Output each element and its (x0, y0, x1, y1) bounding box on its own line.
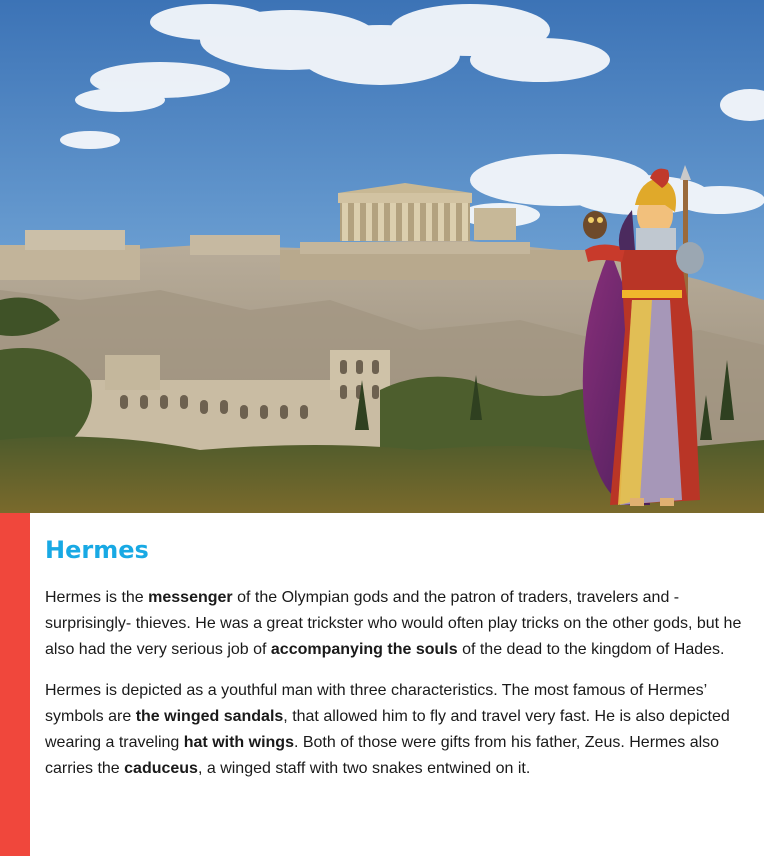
text-run: of the dead to the kingdom of Hades. (457, 641, 725, 658)
bold-phrase: accompanying the souls (270, 641, 458, 658)
text-run: . Both of those were gifts from his father, Zeus. Hermes also carries the (45, 734, 720, 777)
athena-illustration (583, 165, 704, 506)
article-section (0, 513, 764, 856)
text-run: Hermes is the (45, 589, 149, 606)
article-body (45, 535, 745, 797)
article-title: Hermes (45, 536, 149, 564)
text-run: of the Olympian gods and the patron of traders, travelers and -surprisingly- thieves. He was a great trickster who would often play tricks on the other gods, but he also had the very serious job of (45, 589, 742, 658)
article-paragraph (45, 678, 745, 782)
article-paragraph (45, 585, 745, 663)
bold-phrase: caduceus (124, 760, 198, 777)
bold-phrase: hat with wings (183, 734, 294, 751)
accent-bar (0, 513, 30, 856)
text-run: , that allowed him to fly and travel very fast. He is also depicted wearing a traveling (45, 708, 730, 751)
text-run: , a winged staff with two snakes entwined on it. (197, 760, 531, 777)
bold-phrase: messenger (148, 589, 233, 606)
bold-phrase: the winged sandals (135, 708, 284, 725)
text-run: Hermes is depicted as a youthful man with three characteristics. The most famous of Hermes’ symbols are (45, 682, 707, 725)
